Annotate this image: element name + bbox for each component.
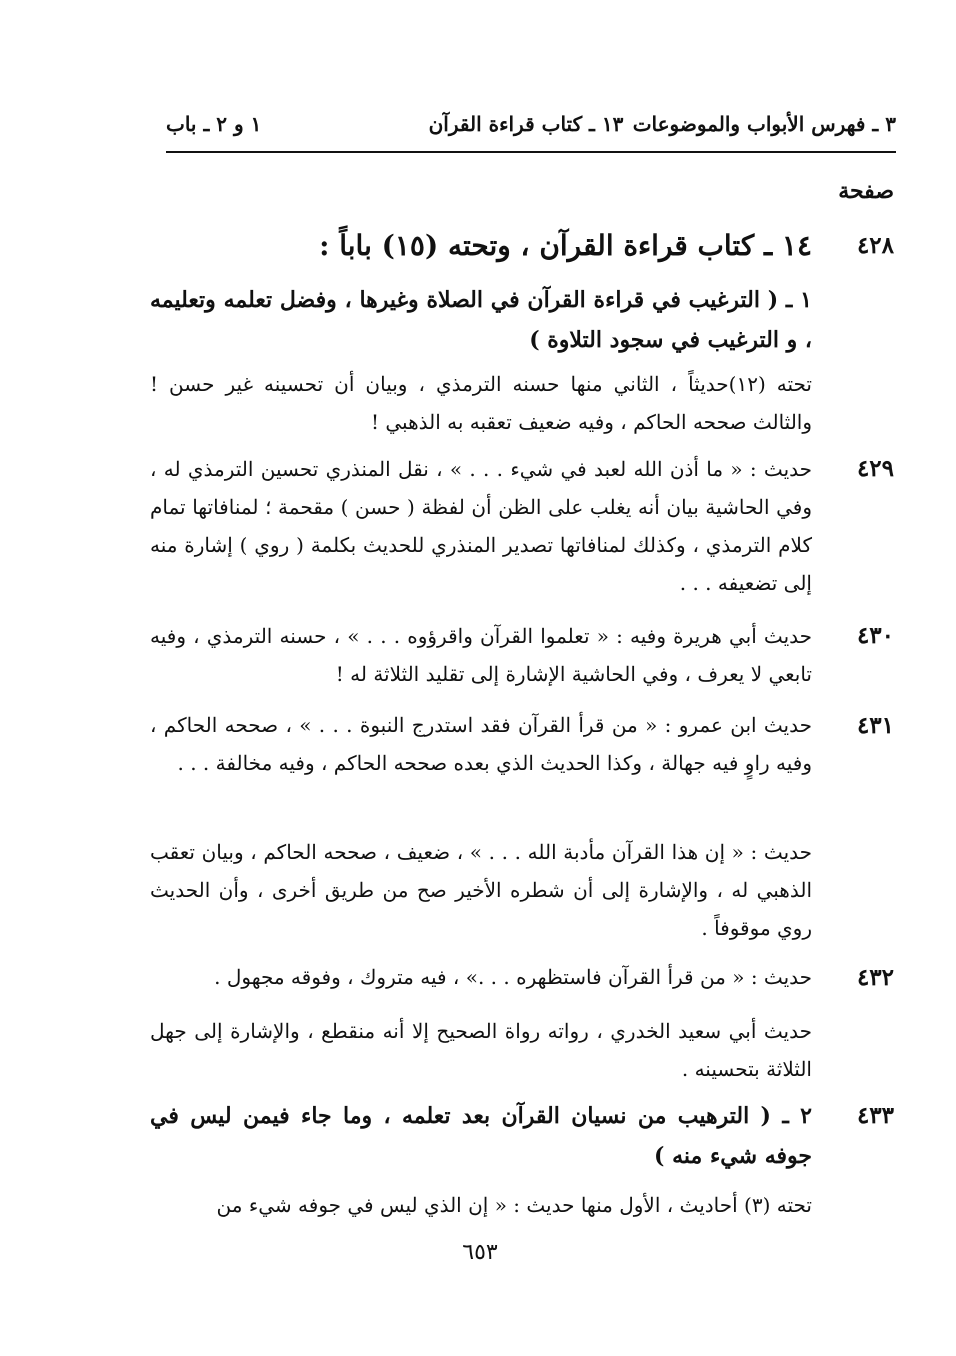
entry-text: تحته (١٢)حديثاً ، الثاني منها حسنه الترمذي ، وبيان أن تحسينه غير حسن ! والثالث صححه الحاكم ، وفيه ضعيف تعقبه به الذهبي ! xyxy=(150,372,812,434)
header-divider xyxy=(166,151,896,153)
entry-page-number: ٤٢٨ xyxy=(856,232,894,259)
chapter-heading: ٢ ـ ( الترهيب من نسيان القرآن بعد تعلمه ، وما جاء فيمن ليس في جوفه شيء منه ) xyxy=(150,1103,812,1169)
page-number: ٦٥٣ xyxy=(462,1240,498,1265)
entry-page-number: ٤٢٩ xyxy=(856,455,894,482)
entry-page-number: ٤٣١ xyxy=(856,712,894,739)
entry-text: تحته (٣) أحاديث ، الأول منها حديث : « إن الذي ليس في جوفه شيء من xyxy=(216,1193,812,1217)
book-heading: ١٤ ـ كتاب قراءة القرآن ، وتحته (١٥) باباً : xyxy=(319,229,812,262)
page-column-label: صفحة xyxy=(838,178,894,204)
entry-text: حديث : « ما أذن الله لعبد في شيء . . . » ، نقل المنذري تحسين الترمذي له ، وفي الحاشية بيان أنه يغلب على الظن أن لفظة ( حسن ) مقحمة ؛ لمنافاتها تمام كلام الترمذي ، وكذلك لمنافاتها تصدير المنذري للحديث بكلمة ( روي ) إشارة منه إلى تضعيفه . . . xyxy=(150,457,812,595)
entry-page-number: ٤٣٣ xyxy=(856,1102,894,1129)
header-chapter-range: ١ و ٢ ـ باب xyxy=(166,112,262,136)
entry-text: حديث : « من قرأ القرآن فاستظهره . . .» ، فيه متروك ، وفوقه مجهول . xyxy=(214,965,812,989)
entry-text: حديث : « إن هذا القرآن مأدبة الله . . . » ، ضعيف ، صححه الحاكم ، وبيان تعقب الذهبي له ، والإشارة إلى أن شطره الأخير صح من طريق أخرى ، وأن الحديث روي موقوفاً . xyxy=(150,840,812,940)
entry-page-number: ٤٣٢ xyxy=(856,964,894,991)
entry-text: حديث أبي هريرة وفيه : « تعلموا القرآن واقرؤوه . . . » ، حسنه الترمذي ، وفيه تابعي لا يعرف ، وفي الحاشية الإشارة إلى تقليد الثلاثة له ! xyxy=(150,624,812,686)
header-book-title: ١٣ ـ كتاب قراءة القرآن xyxy=(428,112,624,136)
header-section-title: ٣ ـ فهرس الأبواب والموضوعات xyxy=(632,112,896,136)
entry-text: حديث أبي سعيد الخدري ، رواته رواة الصحيح إلا أنه منقطع ، والإشارة إلى جهل الثلاثة بتحسينه . xyxy=(150,1019,812,1081)
entry-text: حديث ابن عمرو : « من قرأ القرآن فقد استدرج النبوة . . . » ، صححه الحاكم ، وفيه راوٍ فيه جهالة ، وكذا الحديث الذي بعده صححه الحاكم ، وفيه مخالفة . . . xyxy=(150,713,812,775)
chapter-heading: ١ ـ ( الترغيب في قراءة القرآن في الصلاة وغيرها ، وفضل تعلمه وتعليمه ، و الترغيب في سجود التلاوة ) xyxy=(150,287,812,353)
entry-page-number: ٤٣٠ xyxy=(856,622,894,649)
running-header xyxy=(166,112,896,152)
